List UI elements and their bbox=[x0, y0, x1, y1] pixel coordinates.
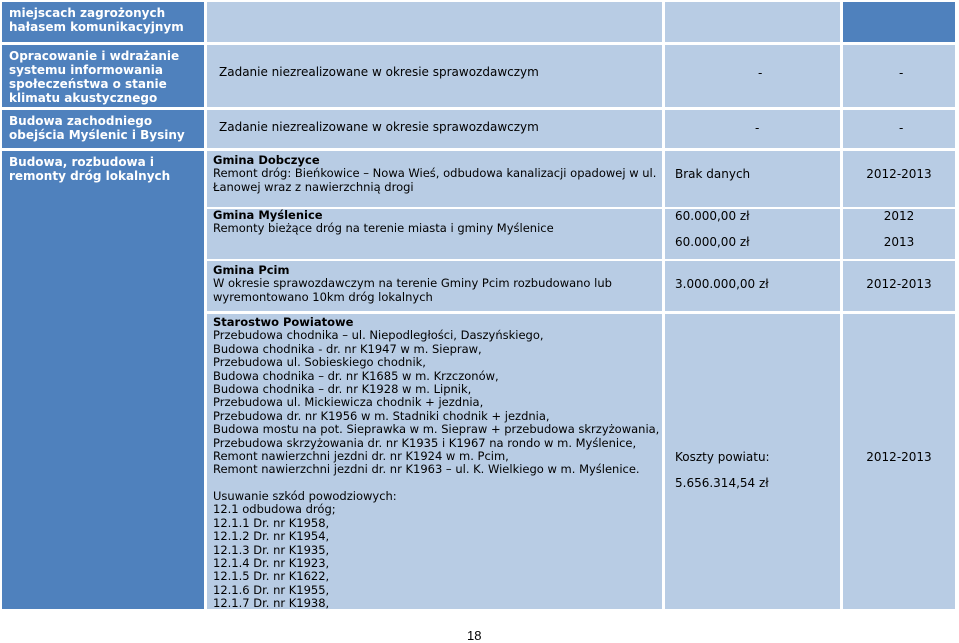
row-2-period-cell bbox=[843, 110, 955, 148]
period-value: - bbox=[899, 66, 904, 80]
cost-value: - bbox=[758, 66, 763, 80]
block-description: Remont dróg: Bieńkowice – Nowa Wieś, odbudowa kanalizacji opadowej w ul. Łanowej wraz z nawierzchnią drogi bbox=[213, 166, 657, 194]
block-title: Starostwo Powiatowe bbox=[213, 315, 354, 329]
task-status: Zadanie niezrealizowane w okresie sprawozdawczym bbox=[219, 120, 539, 134]
period-value: 2012-2013 bbox=[866, 277, 932, 291]
row-label-local-roads: Budowa, rozbudowa i remonty dróg lokalnych bbox=[2, 151, 204, 609]
block-myslenice-period bbox=[843, 209, 955, 259]
cost-value-1: 60.000,00 zł bbox=[675, 209, 750, 223]
block-description: Przebudowa chodnika – ul. Niepodległości, Daszyńskiego, Budowa chodnika - dr. nr K1947 w m. Siepraw, Przebudowa ul. Sobieskiego chodnik, Budowa chodnika – dr. nr K1685 w m. Krzczonów, Budowa chodnika – dr. nr K1928 w m. Lipnik, Przebudowa ul. Mickiewicza chodnik + jezdnia, Przebudowa dr. nr K1956 w m. Stadniki chodnik + jezdnia, Budowa mostu na pot. Sieprawka w m. Siepraw + przebudowa skrzyżowania, Przebudowa skrzyżowania dr. nr K1935 i K1967 na rondo w m. Myślenice, Remont nawierzchni jezdni dr. nr K1924 w m. Pcim, Remont nawierzchni jezdni dr. nr K1963 – ul. K. Wielkiego w m. Myślenice. bbox=[213, 328, 660, 477]
block-dobczyce bbox=[207, 151, 662, 207]
block-title: Gmina Dobczyce bbox=[213, 153, 320, 167]
block-dobczyce-period bbox=[843, 151, 955, 207]
block-myslenice bbox=[207, 209, 662, 259]
task-status: Zadanie niezrealizowane w okresie sprawozdawczym bbox=[219, 65, 539, 79]
block-starostwo bbox=[207, 314, 662, 609]
row-1-period-cell bbox=[843, 45, 955, 107]
block-description: Remonty bieżące dróg na terenie miasta i gminy Myślenice bbox=[213, 221, 554, 236]
cost-value: - bbox=[755, 121, 760, 135]
block-title: Gmina Pcim bbox=[213, 263, 290, 277]
block-myslenice-cost bbox=[665, 209, 840, 259]
row-2-cost-cell bbox=[665, 110, 840, 148]
row-1-cost-cell bbox=[665, 45, 840, 107]
row-2-task-cell bbox=[207, 110, 662, 148]
row-label-noise-areas: miejscach zagrożonych hałasem komunikacyjnym bbox=[2, 2, 204, 42]
row-label-bypass: Budowa zachodniego obejścia Myślenic i Bysiny bbox=[2, 110, 204, 148]
page-number: 18 bbox=[467, 628, 482, 643]
row-label-noise-info-system: Opracowanie i wdrażanie systemu informowania społeczeństwa o stanie klimatu akustycznego bbox=[2, 45, 204, 107]
cost-value: 3.000.000,00 zł bbox=[675, 277, 769, 291]
block-starostwo-period bbox=[843, 314, 955, 609]
flood-damage-list: Usuwanie szkód powodziowych: 12.1 odbudowa dróg; 12.1.1 Dr. nr K1958, 12.1.2 Dr. nr K1954, 12.1.3 Dr. nr K1935, 12.1.4 Dr. nr K1923, 12.1.5 Dr. nr K1622, 12.1.6 Dr. nr K1955, 12.1.7 Dr. nr K1938, bbox=[213, 488, 397, 611]
cost-value: Brak danych bbox=[675, 167, 751, 181]
block-title: Gmina Myślenice bbox=[213, 208, 323, 222]
period-value: 2012-2013 bbox=[866, 167, 932, 181]
period-value-1: 2012 bbox=[883, 209, 915, 223]
block-pcim-cost bbox=[665, 261, 840, 311]
block-pcim bbox=[207, 261, 662, 311]
row-0-task-cell bbox=[207, 2, 662, 42]
block-description: W okresie sprawozdawczym na terenie Gminy Pcim rozbudowano lub wyremontowano 10km dróg lokalnych bbox=[213, 276, 612, 304]
block-starostwo-cost bbox=[665, 314, 840, 609]
row-1-task-cell bbox=[207, 45, 662, 107]
cost-value-2: 60.000,00 zł bbox=[675, 235, 750, 249]
block-dobczyce-cost bbox=[665, 151, 840, 207]
cost-value: 5.656.314,54 zł bbox=[675, 476, 769, 490]
period-value: - bbox=[899, 121, 904, 135]
cost-label: Koszty powiatu: bbox=[675, 450, 770, 464]
period-value: 2012-2013 bbox=[866, 450, 932, 464]
row-0-period-cell bbox=[843, 2, 955, 42]
period-value-2: 2013 bbox=[883, 235, 915, 249]
block-pcim-period bbox=[843, 261, 955, 311]
row-0-cost-cell bbox=[665, 2, 840, 42]
